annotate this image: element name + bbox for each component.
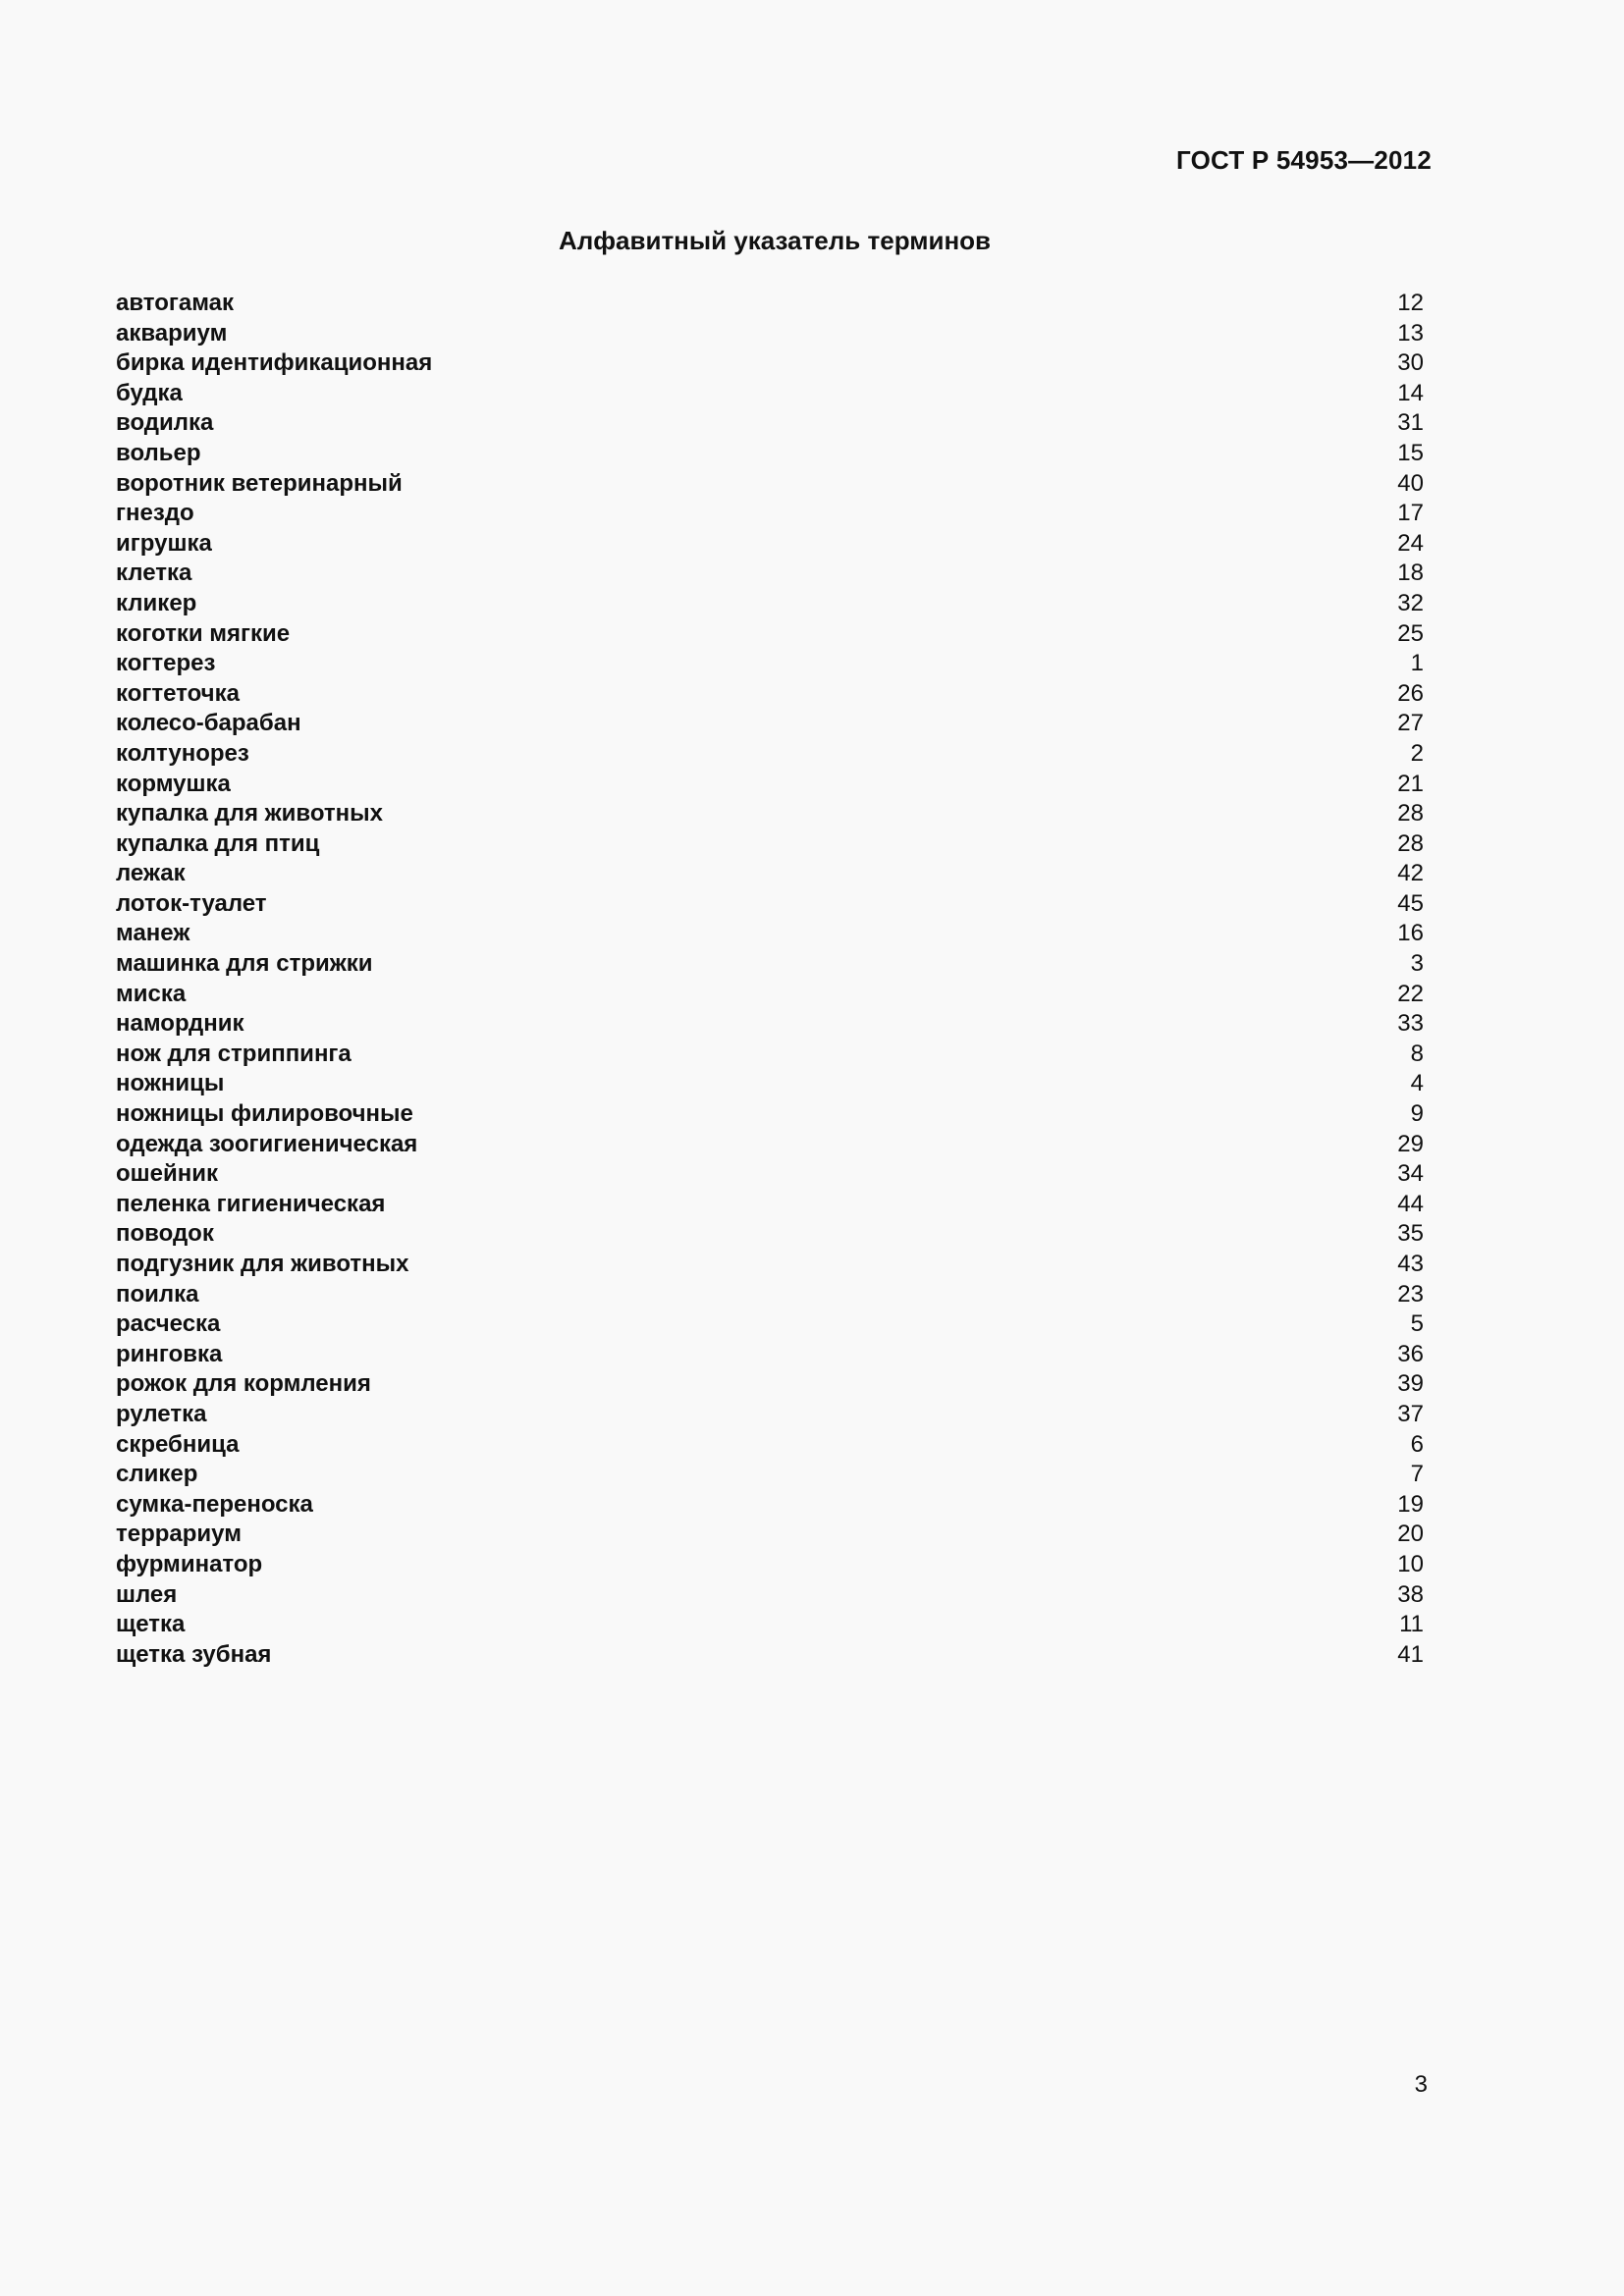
term-name: пеленка гигиеническая — [116, 1190, 386, 1217]
term-name: купалка для птиц — [116, 829, 320, 857]
term-entry — [116, 1190, 1424, 1220]
term-number: 1 — [1410, 650, 1424, 677]
term-entry — [116, 1069, 1424, 1099]
term-entry — [116, 1580, 1424, 1611]
term-number: 28 — [1397, 800, 1424, 828]
term-entry — [116, 1309, 1424, 1340]
term-entry — [116, 1520, 1424, 1550]
term-name: поводок — [116, 1220, 214, 1248]
term-number: 28 — [1397, 829, 1424, 857]
term-number: 9 — [1410, 1100, 1424, 1128]
term-entry — [116, 439, 1424, 469]
term-entry — [116, 679, 1424, 710]
term-number: 19 — [1397, 1490, 1424, 1518]
term-number: 20 — [1397, 1521, 1424, 1548]
term-number: 7 — [1410, 1461, 1424, 1488]
term-name: одежда зоогигиеническая — [116, 1130, 418, 1157]
term-number: 18 — [1397, 560, 1424, 587]
term-number: 26 — [1397, 679, 1424, 707]
term-name: гнездо — [116, 500, 194, 527]
term-name: кликер — [116, 589, 197, 616]
term-name: сликер — [116, 1461, 198, 1488]
term-number: 38 — [1397, 1580, 1424, 1608]
term-entry — [116, 799, 1424, 829]
term-entry — [116, 499, 1424, 529]
term-entry — [116, 1099, 1424, 1130]
term-entry — [116, 980, 1424, 1010]
term-entry — [116, 1130, 1424, 1160]
term-number: 13 — [1397, 319, 1424, 347]
term-name: ножницы филировочные — [116, 1100, 413, 1128]
term-number: 45 — [1397, 889, 1424, 917]
term-number: 33 — [1397, 1010, 1424, 1038]
term-entry — [116, 319, 1424, 349]
term-entry — [116, 529, 1424, 560]
term-number: 40 — [1397, 469, 1424, 497]
term-name: расческа — [116, 1310, 221, 1338]
term-entry — [116, 1610, 1424, 1640]
term-number: 12 — [1397, 290, 1424, 316]
term-name: шлея — [116, 1580, 178, 1608]
term-entry — [116, 559, 1424, 589]
term-entry — [116, 889, 1424, 920]
term-name: фурминатор — [116, 1550, 263, 1577]
term-name: вольер — [116, 439, 201, 466]
term-number: 32 — [1397, 589, 1424, 616]
term-entry — [116, 1640, 1424, 1671]
term-entry — [116, 348, 1424, 379]
index-title: Алфавитный указатель терминов — [558, 226, 992, 255]
term-number: 15 — [1397, 439, 1424, 466]
term-number: 36 — [1397, 1340, 1424, 1367]
term-entry — [116, 919, 1424, 949]
term-entry — [116, 649, 1424, 679]
term-entry — [116, 1040, 1424, 1070]
term-name: лоток-туалет — [116, 889, 267, 917]
term-name: автогамак — [116, 290, 235, 316]
term-name: намордник — [116, 1010, 244, 1038]
term-name: рожок для кормления — [116, 1370, 371, 1398]
term-name: воротник ветеринарный — [116, 469, 403, 497]
term-entry — [116, 1250, 1424, 1280]
term-name: аквариум — [116, 319, 228, 347]
term-entry — [116, 1400, 1424, 1430]
term-number: 25 — [1397, 619, 1424, 647]
term-number: 39 — [1397, 1370, 1424, 1398]
term-name: машинка для стрижки — [116, 950, 373, 978]
term-number: 43 — [1397, 1251, 1424, 1277]
term-entry — [116, 770, 1424, 800]
term-entry — [116, 1550, 1424, 1580]
term-name: скребница — [116, 1430, 240, 1458]
term-name: бирка идентификационная — [116, 349, 433, 377]
term-name: коготки мягкие — [116, 619, 291, 647]
term-entry — [116, 1430, 1424, 1461]
term-number: 14 — [1397, 379, 1424, 406]
term-number: 3 — [1410, 950, 1424, 978]
term-number: 31 — [1397, 409, 1424, 437]
term-name: ножницы — [116, 1070, 225, 1097]
term-entry — [116, 1460, 1424, 1490]
term-number: 10 — [1397, 1550, 1424, 1577]
term-name: миска — [116, 980, 187, 1007]
term-number: 23 — [1397, 1280, 1424, 1308]
term-number: 29 — [1397, 1130, 1424, 1157]
term-name: когтерез — [116, 650, 216, 677]
term-name: колтунорез — [116, 739, 249, 767]
term-entry — [116, 1219, 1424, 1250]
term-number: 44 — [1397, 1190, 1424, 1217]
term-number: 22 — [1397, 980, 1424, 1007]
term-index-list — [116, 289, 1424, 1670]
term-name: игрушка — [116, 529, 212, 557]
term-number: 5 — [1410, 1310, 1424, 1338]
term-name: ринговка — [116, 1340, 223, 1367]
term-entry — [116, 1340, 1424, 1370]
term-entry — [116, 1490, 1424, 1521]
page-number: 3 — [1414, 2071, 1428, 2098]
term-number: 37 — [1397, 1400, 1424, 1427]
term-number: 35 — [1397, 1220, 1424, 1248]
term-number: 2 — [1410, 739, 1424, 767]
document-code: ГОСТ Р 54953—2012 — [1176, 145, 1432, 175]
term-number: 41 — [1397, 1640, 1424, 1668]
term-name: колесо-барабан — [116, 710, 301, 737]
term-name: кормушка — [116, 770, 231, 797]
term-name: лежак — [116, 860, 186, 887]
term-entry — [116, 619, 1424, 650]
term-name: рулетка — [116, 1400, 207, 1427]
term-name: манеж — [116, 920, 190, 947]
term-entry — [116, 949, 1424, 980]
term-number: 34 — [1397, 1160, 1424, 1188]
term-entry — [116, 379, 1424, 409]
term-name: подгузник для животных — [116, 1251, 409, 1277]
term-number: 11 — [1399, 1611, 1424, 1638]
term-number: 17 — [1397, 500, 1424, 527]
term-name: когтеточка — [116, 679, 240, 707]
term-number: 42 — [1397, 860, 1424, 887]
term-number: 4 — [1410, 1070, 1424, 1097]
term-entry — [116, 289, 1424, 319]
term-name: сумка-переноска — [116, 1490, 313, 1518]
term-name: водилка — [116, 409, 214, 437]
term-entry — [116, 829, 1424, 860]
term-entry — [116, 589, 1424, 619]
term-number: 16 — [1397, 920, 1424, 947]
term-number: 8 — [1410, 1040, 1424, 1067]
term-number: 30 — [1397, 349, 1424, 377]
term-number: 6 — [1410, 1430, 1424, 1458]
term-number: 24 — [1397, 529, 1424, 557]
term-entry — [116, 709, 1424, 739]
term-entry — [116, 1009, 1424, 1040]
term-number: 27 — [1397, 710, 1424, 737]
term-name: ошейник — [116, 1160, 219, 1188]
term-entry — [116, 469, 1424, 500]
term-entry — [116, 408, 1424, 439]
term-name: поилка — [116, 1280, 199, 1308]
term-name: купалка для животных — [116, 800, 383, 828]
term-name: щетка зубная — [116, 1640, 272, 1668]
term-name: будка — [116, 379, 183, 406]
term-entry — [116, 859, 1424, 889]
term-entry — [116, 1159, 1424, 1190]
term-entry — [116, 1369, 1424, 1400]
term-name: клетка — [116, 560, 192, 587]
term-name: террариум — [116, 1521, 242, 1548]
term-name: щетка — [116, 1611, 186, 1638]
term-number: 21 — [1397, 770, 1424, 797]
term-name: нож для стриппинга — [116, 1040, 352, 1067]
term-entry — [116, 739, 1424, 770]
term-entry — [116, 1280, 1424, 1310]
